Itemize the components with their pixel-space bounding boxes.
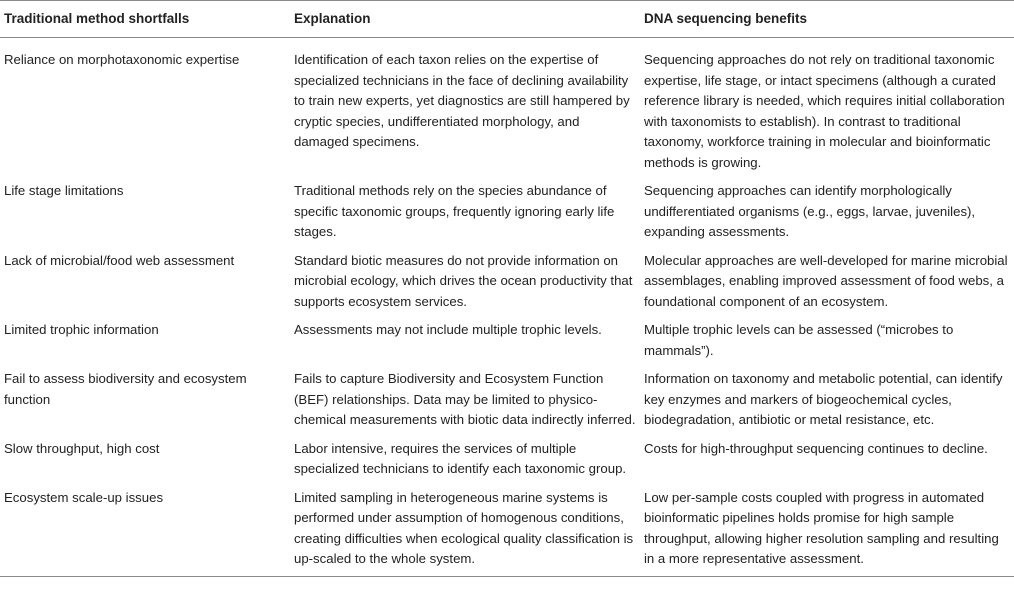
explanation-cell: Fails to capture Biodiversity and Ecosystem Function (BEF) relationships. Data may be limited to physico-chemical measurements with biotic data indirectly inferred. (294, 371, 636, 427)
explanation-cell: Limited sampling in heterogeneous marine systems is performed under assumption of homogenous conditions, creating difficulties when ecological quality classification is up-scaled to the whole system. (294, 489, 634, 566)
shortfall-cell: Slow throughput, high cost (4, 440, 160, 456)
table-row (0, 38, 1014, 178)
explanation-cell: Assessments may not include multiple trophic levels. (294, 322, 602, 337)
shortfall-cell: Fail to assess biodiversity and ecosystem function (4, 371, 247, 407)
benefit-cell: Low per-sample costs coupled with progress in automated bioinformatic pipelines holds promise for high sample throughput, allowing higher resolution sampling and resulting in a more representative assessment. (644, 489, 999, 566)
shortfall-cell: Limited trophic information (4, 322, 159, 337)
header-explanation: Explanation (294, 11, 371, 26)
table-row (0, 365, 1014, 435)
benefit-cell: Multiple trophic levels can be assessed (“microbes to mammals”). (644, 322, 954, 358)
explanation-cell: Standard biotic measures do not provide information on microbial ecology, which drives the ocean productivity that supports ecosystem services. (294, 252, 633, 309)
explanation-cell: Labor intensive, requires the services of multiple specialized technicians to identify each taxonomic group. (294, 440, 627, 476)
shortfall-cell: Ecosystem scale-up issues (4, 489, 164, 505)
shortfall-cell: Life stage limitations (4, 183, 124, 198)
header-row (0, 1, 1014, 38)
table-header (0, 1, 1014, 38)
table-body (0, 38, 1014, 577)
benefit-cell: Sequencing approaches can identify morphologically undifferentiated organisms (e.g., eggs, larvae, juveniles), expanding assessments. (644, 183, 976, 239)
benefit-cell: Costs for high-throughput sequencing continues to decline. (644, 440, 988, 456)
benefit-cell: Molecular approaches are well-developed for marine microbial assemblages, enabling improved assessment of food webs, a foundational component of an ecosystem. (644, 252, 1008, 309)
shortfall-cell: Lack of microbial/food web assessment (4, 252, 235, 268)
table-row (0, 484, 1014, 577)
explanation-cell: Traditional methods rely on the species abundance of specific taxonomic groups, frequently ignoring early life stages. (294, 183, 615, 239)
table-row (0, 316, 1014, 365)
header-benefits: DNA sequencing benefits (644, 11, 808, 26)
table-row (0, 435, 1014, 484)
header-shortfalls: Traditional method shortfalls (4, 11, 190, 26)
explanation-cell: Identification of each taxon relies on the expertise of specialized technicians in the face of declining availability to train new experts, yet diagnostics are still hampered by cryptic species, undifferentiated morphology, and damaged specimens. (294, 52, 630, 149)
benefit-cell: Sequencing approaches do not rely on traditional taxonomic expertise, life stage, or intact specimens (although a curated reference library is needed, which requires initial collaboration with taxonomists to establish). In contrast to traditional taxonomy, workforce training in molecular and bioinformatic methods is growing. (644, 52, 1005, 170)
shortfall-cell: Reliance on morphotaxonomic expertise (4, 52, 240, 67)
table-row (0, 247, 1014, 317)
table-row (0, 177, 1014, 247)
benefit-cell: Information on taxonomy and metabolic potential, can identify key enzymes and markers of biogeochemical cycles, biodegradation, antibiotic or metal resistance, etc. (644, 371, 1003, 427)
